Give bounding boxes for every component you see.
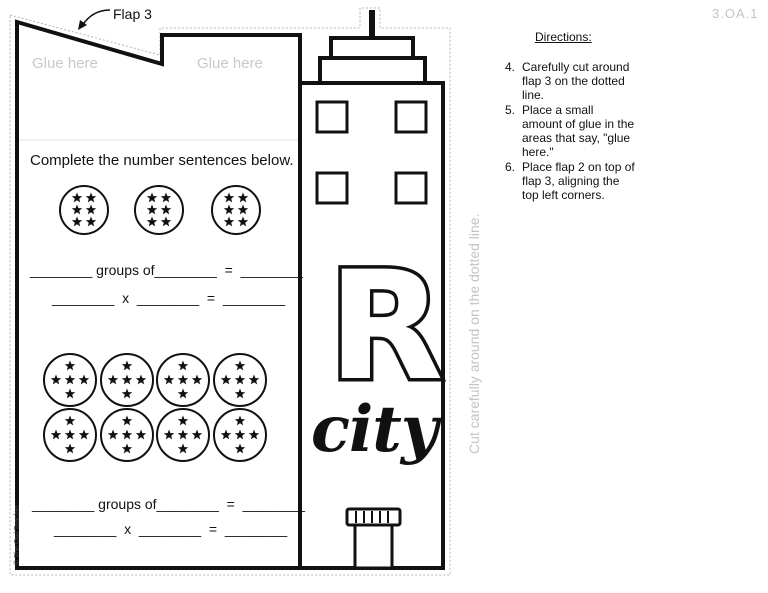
directions-list xyxy=(505,60,635,203)
direction-item xyxy=(505,160,635,202)
star-icon xyxy=(65,430,75,440)
direction-text: Carefully cut around flap 3 on the dotted line. xyxy=(522,60,630,102)
big-letter: R xyxy=(328,240,444,414)
star-icon xyxy=(108,430,118,440)
window xyxy=(396,173,426,203)
star-icon xyxy=(72,205,82,215)
big-letter-graphic xyxy=(318,240,444,414)
star-icon xyxy=(72,217,82,227)
direction-text: Place flap 2 on top of flap 3, aligning the top left corners. xyxy=(522,160,635,202)
star-icon xyxy=(72,193,82,203)
star-icon xyxy=(65,361,75,371)
star-icon xyxy=(79,375,89,385)
star-icon xyxy=(249,375,259,385)
star-icon xyxy=(178,361,188,371)
star-icon xyxy=(235,430,245,440)
window xyxy=(317,173,347,203)
problem2-mult-line: ________ x ________ = ________ xyxy=(54,521,288,537)
star-icon xyxy=(164,430,174,440)
star-icon xyxy=(178,375,188,385)
city-word: city xyxy=(311,392,438,467)
roof-tier-2 xyxy=(331,38,413,58)
direction-number: 4. xyxy=(505,60,516,74)
star-icon xyxy=(136,430,146,440)
directions-title: Directions: xyxy=(535,30,592,44)
direction-item xyxy=(505,103,635,159)
star-icon xyxy=(178,389,188,399)
copyright: © The Owl Teacher xyxy=(14,505,21,565)
star-icon xyxy=(147,205,157,215)
star-groups xyxy=(0,0,300,470)
star-icon xyxy=(178,444,188,454)
antenna xyxy=(369,10,375,38)
standard-code: 3.OA.1 xyxy=(712,6,759,21)
star-icon xyxy=(249,430,259,440)
problem1-mult-line: ________ x ________ = ________ xyxy=(52,290,286,306)
star-icon xyxy=(65,375,75,385)
star-icon xyxy=(122,361,132,371)
star-icon xyxy=(224,217,234,227)
star-icon xyxy=(108,375,118,385)
star-icon xyxy=(235,444,245,454)
group-circle xyxy=(135,186,183,234)
star-icon xyxy=(238,193,248,203)
star-icon xyxy=(147,217,157,227)
cut-note: Cut carefully around on the dotted line. xyxy=(466,213,482,454)
star-icon xyxy=(161,193,171,203)
group-circle xyxy=(60,186,108,234)
star-icon xyxy=(238,217,248,227)
star-icon xyxy=(235,389,245,399)
problem2-groups-line: ________ groups of________ = ________ xyxy=(32,496,305,512)
window xyxy=(317,102,347,132)
star-icon xyxy=(86,205,96,215)
star-icon xyxy=(224,193,234,203)
star-icon xyxy=(65,416,75,426)
star-icon xyxy=(235,361,245,371)
star-icon xyxy=(192,375,202,385)
star-icon xyxy=(238,205,248,215)
star-icon xyxy=(65,444,75,454)
star-icon xyxy=(235,375,245,385)
star-icon xyxy=(122,444,132,454)
star-icon xyxy=(79,430,89,440)
problem1-groups-line: ________ groups of________ = ________ xyxy=(30,262,303,278)
star-icon xyxy=(122,430,132,440)
window xyxy=(396,102,426,132)
star-icon xyxy=(86,217,96,227)
star-icon xyxy=(235,416,245,426)
star-icon xyxy=(178,430,188,440)
direction-text: Place a small amount of glue in the areas that say, "glue here." xyxy=(522,103,635,159)
flap-label: Flap 3 xyxy=(113,6,152,22)
worksheet-instruction: Complete the number sentences below. xyxy=(30,152,294,169)
star-icon xyxy=(224,205,234,215)
star-icon xyxy=(178,416,188,426)
star-icon xyxy=(147,193,157,203)
door xyxy=(355,525,392,568)
star-icon xyxy=(65,389,75,399)
star-icon xyxy=(221,375,231,385)
glue-here-left: Glue here xyxy=(32,55,98,72)
star-icon xyxy=(122,416,132,426)
star-icon xyxy=(136,375,146,385)
direction-item xyxy=(505,60,635,102)
glue-here-right: Glue here xyxy=(197,55,263,72)
group-circle xyxy=(212,186,260,234)
star-icon xyxy=(51,375,61,385)
door-awning xyxy=(347,509,400,525)
star-icon xyxy=(161,205,171,215)
roof-tier-1 xyxy=(320,58,425,83)
direction-number: 5. xyxy=(505,103,516,117)
star-icon xyxy=(192,430,202,440)
star-icon xyxy=(164,375,174,385)
star-icon xyxy=(86,193,96,203)
direction-number: 6. xyxy=(505,160,516,174)
star-icon xyxy=(122,375,132,385)
star-icon xyxy=(161,217,171,227)
star-icon xyxy=(51,430,61,440)
star-icon xyxy=(122,389,132,399)
star-icon xyxy=(221,430,231,440)
